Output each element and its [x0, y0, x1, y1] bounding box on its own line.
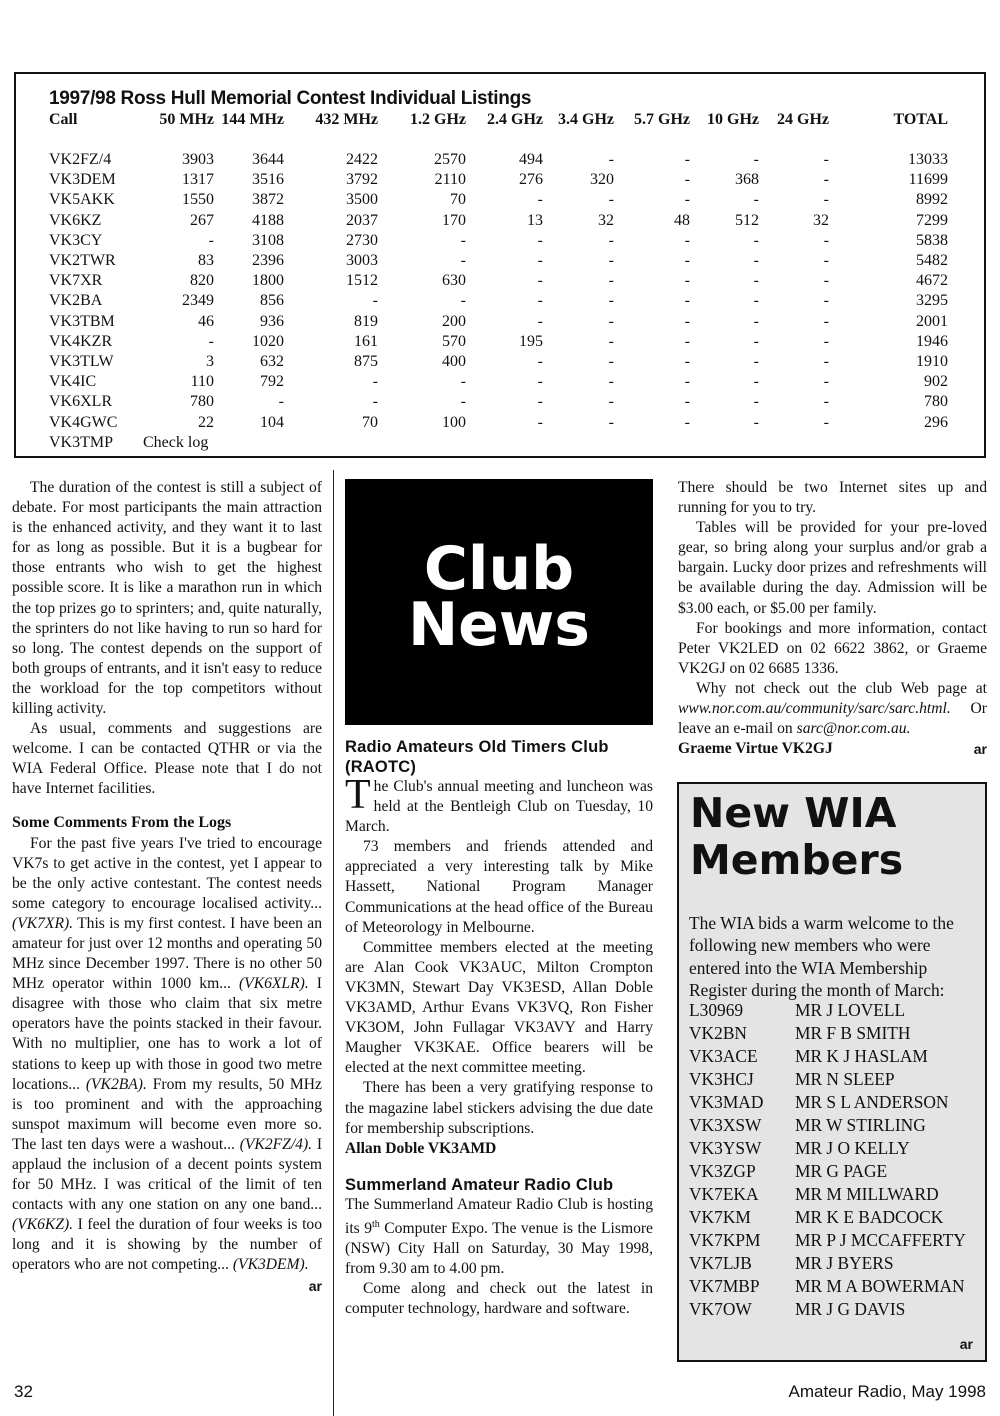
table-cell: -	[684, 393, 690, 411]
table-cell: 2349	[182, 292, 214, 310]
table-cell: 2730	[346, 231, 378, 249]
table-cell: 195	[519, 332, 543, 350]
table-cell: 70	[450, 191, 466, 209]
table-cell: 13033	[908, 151, 948, 168]
table-cell: -	[684, 151, 690, 168]
table-cell: -	[608, 231, 614, 249]
member-name: MR P J MCCAFFERTY	[795, 1230, 966, 1250]
log-comments: For the past five years I've tried to encourage VK7s to get active in the contest, yet I appear to be the only active contestant. The contest needs some category to encourage localised activity... (VK7XR). This is my first contest. I have been an amateur for just over 12 months and operating 50 MHz since December 1997. There is no other 50 MHz operator within 1000 km... (VK6XLR). I disagree with those who claim that six metre operators have the points stacked in their favour. With no multiplier, one has to work a lot of stations to keep up with those in good two metre locations... (VK2BA). From my results, 50 MHz is too prominent and with the approaching sunspot maximum will become even more so. The last ten days were a washout... (VK2FZ/4). I applaud the inclusion of a decent points system for 50 MHz. I was critical of the limit of ten contacts with any one station on any one band... (VK6KZ). I feel the duration of four weeks is too long and it is showing by the number of operators who are not competing... (VK3DEM). ar	[12, 834, 323, 1294]
table-cell: VK2TWR	[49, 252, 116, 269]
member-callsign: VK3MAD	[689, 1092, 764, 1112]
page-number: 32	[14, 1382, 33, 1401]
banner-line: News	[407, 590, 591, 660]
table-cell: 902	[924, 373, 948, 391]
table-cell: 2037	[346, 211, 378, 229]
table-cell: -	[684, 413, 690, 431]
table-cell: 3872	[252, 191, 284, 209]
member-name: MR M A BOWERMAN	[795, 1276, 965, 1296]
member-callsign: VK7EKA	[689, 1184, 759, 1204]
table-cell: VK3DEM	[49, 171, 116, 189]
table-header-cell: 10 GHz	[707, 111, 759, 128]
table-cell: 3003	[346, 252, 378, 269]
column-club-news	[345, 737, 653, 1319]
member-name: MR J O KELLY	[795, 1138, 910, 1158]
table-cell: 819	[354, 312, 378, 330]
table-cell: 83	[198, 252, 214, 269]
table-cell: -	[753, 312, 759, 330]
table-cell: 2422	[346, 151, 378, 168]
paragraph: Committee members elected at the meeting are Alan Cook VK3AUC, Milton Crompton VK3MN, Stewart Day VK3ESD, Allan Doble VK3AMD, Arthur Evans VK3VQ, Ron Fisher VK3OM, John Fullagar VK3AVY and Harry Maugher VK3KAE. Office bearers will be elected at the next committee meeting.	[345, 938, 653, 1077]
table-cell: 2396	[252, 252, 284, 269]
table-cell: 22	[198, 413, 214, 431]
table-cell: Check log	[143, 433, 209, 451]
table-cell: 875	[354, 353, 378, 370]
table-cell: -	[753, 191, 759, 209]
table-header-cell: 144 MHz	[221, 111, 284, 128]
table-cell: VK3TMP	[49, 433, 114, 451]
section-heading-raotc: Radio Amateurs Old Timers Club (RAOTC)	[345, 738, 609, 776]
club-news-banner	[345, 479, 653, 725]
table-cell: 3903	[182, 151, 214, 168]
table-cell: -	[537, 292, 543, 310]
paragraph: For bookings and more information, contact Peter VK2LED on 02 6622 3862, or Graeme VK2GJ on 02 6685 1336.	[678, 619, 987, 677]
table-cell: -	[372, 292, 378, 310]
table-cell: -	[823, 171, 829, 189]
table-cell: -	[753, 413, 759, 431]
table-cell: 3644	[252, 151, 284, 168]
table-cell: -	[460, 252, 466, 269]
new-members-box	[677, 782, 987, 1362]
paragraph: Tables will be provided for your pre-loved gear, so bring along your surplus and/or grab a bargain. Lucky door prizes and refreshments will be available during the day. Admission will be $3.00 each, or $5.00 per family.	[678, 519, 987, 617]
table-cell: -	[823, 353, 829, 370]
table-cell: -	[823, 413, 829, 431]
table-cell: -	[823, 312, 829, 330]
member-callsign: VK3HCJ	[689, 1069, 754, 1089]
table-cell: 780	[190, 393, 214, 411]
table-cell: -	[608, 292, 614, 310]
table-cell: 368	[735, 171, 759, 189]
table-cell: -	[460, 373, 466, 391]
table-cell: 5838	[916, 231, 948, 249]
table-cell: 267	[190, 211, 214, 229]
subheading: Some Comments From the Logs	[12, 813, 232, 831]
table-cell: -	[753, 272, 759, 290]
table-cell: -	[753, 252, 759, 269]
member-name: MR W STIRLING	[795, 1115, 926, 1135]
table-cell: -	[823, 252, 829, 269]
table-title: 1997/98 Ross Hull Memorial Contest Individual Listings	[49, 88, 532, 109]
new-members-intro: The WIA bids a warm welcome to the following new members who were entered into the WIA Membership Register during the month of March:	[689, 913, 954, 1000]
table-cell: -	[608, 272, 614, 290]
section-heading-sarc: Summerland Amateur Radio Club	[345, 1175, 614, 1194]
club-web-link[interactable]: www.nor.com.au/community/sarc/sarc.html.	[678, 700, 951, 718]
member-callsign: VK3ACE	[689, 1046, 758, 1066]
table-cell: -	[537, 231, 543, 249]
table-cell: -	[537, 252, 543, 269]
table-cell: 161	[354, 332, 378, 350]
table-cell: VK4IC	[49, 373, 97, 391]
table-cell: 276	[519, 171, 543, 189]
table-cell: -	[684, 353, 690, 370]
table-cell: -	[537, 393, 543, 411]
table-cell: 570	[442, 332, 466, 350]
table-cell: VK4GWC	[49, 413, 118, 431]
table-cell: 110	[190, 373, 214, 391]
table-cell: -	[684, 312, 690, 330]
new-members-title: New WIA Members	[690, 789, 904, 884]
table-header-cell: 1.2 GHz	[410, 111, 466, 128]
table-cell: -	[608, 151, 614, 168]
table-cell: -	[823, 231, 829, 249]
member-name: MR F B SMITH	[795, 1023, 911, 1043]
table-cell: -	[608, 252, 614, 269]
table-cell: 400	[442, 353, 466, 370]
table-cell: 4672	[916, 272, 948, 290]
paragraph: The Club's annual meeting and luncheon was held at the Bentleigh Club on Tuesday, 10 March.	[345, 772, 653, 836]
table-cell: -	[753, 332, 759, 350]
table-cell: 780	[924, 393, 948, 411]
member-callsign: L30969	[689, 1000, 744, 1020]
table-cell: -	[684, 231, 690, 249]
table-cell: 4188	[252, 211, 284, 229]
table-cell: -	[684, 373, 690, 391]
table-cell: -	[684, 171, 690, 189]
table-cell: -	[537, 373, 543, 391]
member-callsign: VK3XSW	[689, 1115, 762, 1135]
table-header-cell: 24 GHz	[777, 111, 829, 128]
table-cell: VK2FZ/4	[49, 151, 112, 168]
paragraph: The duration of the contest is still a subject of debate. For most participants the main attraction is the enhanced activity, and they want it to last for as long as possible. But it is a bugbear for those entrants who wish to get the highest possible score. It is like a marathon run in which the top prizes go to sprinters; and, quite naturally, the sprinters do not like having to run so hard for so long. The contest depends on the support of both groups of entrants, and it isn't easy to reduce the workload for the top competitors without killing activity.	[12, 479, 322, 718]
member-name: MR M MILLWARD	[795, 1184, 939, 1204]
table-cell: -	[537, 272, 543, 290]
table-cell: -	[608, 312, 614, 330]
table-cell: -	[460, 292, 466, 310]
table-cell: -	[278, 393, 284, 411]
paragraph: There has been a very gratifying response to the magazine label stickers advising the due date for membership subscriptions.	[345, 1079, 653, 1137]
table-cell: 1020	[252, 332, 284, 350]
table-cell: VK2BA	[49, 292, 103, 310]
member-name: MR K J HASLAM	[795, 1046, 928, 1066]
table-cell: VK3TLW	[49, 353, 114, 370]
table-cell: -	[684, 292, 690, 310]
member-callsign: VK7KPM	[689, 1230, 761, 1250]
table-header-cell: 50 MHz	[159, 111, 214, 128]
member-callsign: VK3ZGP	[689, 1161, 756, 1181]
table-cell: -	[608, 191, 614, 209]
table-cell: 3295	[916, 292, 948, 310]
table-cell: 1512	[346, 272, 378, 290]
table-cell: -	[608, 373, 614, 391]
table-cell: -	[208, 231, 214, 249]
magazine-issue: Amateur Radio, May 1998	[788, 1382, 986, 1401]
table-cell: 104	[260, 413, 284, 431]
table-cell: 2001	[916, 312, 948, 330]
table-cell: -	[684, 272, 690, 290]
table-cell: -	[823, 332, 829, 350]
table-cell: 856	[260, 292, 284, 310]
table-cell: -	[753, 353, 759, 370]
column-club-news-cont	[678, 478, 987, 759]
table-cell: 48	[674, 211, 690, 229]
signature: Graeme Virtue VK2GJ ar	[678, 740, 987, 758]
paragraph: Come along and check out the latest in computer technology, hardware and software.	[345, 1280, 653, 1318]
table-cell: 3516	[252, 171, 284, 189]
table-cell: 11699	[908, 171, 948, 189]
table-cell: -	[823, 393, 829, 411]
table-cell: 1800	[252, 272, 284, 290]
table-cell: -	[823, 151, 829, 168]
table-cell: 936	[260, 312, 284, 330]
table-cell: 3	[206, 353, 214, 370]
table-cell: 32	[813, 211, 829, 229]
table-cell: -	[372, 373, 378, 391]
table-cell: 7299	[916, 211, 948, 229]
table-cell: -	[537, 413, 543, 431]
table-cell: -	[753, 231, 759, 249]
table-cell: 70	[362, 413, 378, 431]
member-name: MR S L ANDERSON	[795, 1092, 949, 1112]
member-callsign: VK7KM	[689, 1207, 751, 1227]
table-cell: -	[753, 292, 759, 310]
table-cell: -	[608, 332, 614, 350]
member-callsign: VK7MBP	[689, 1276, 760, 1296]
table-header-cell: TOTAL	[893, 111, 948, 128]
table-cell: VK3TBM	[49, 312, 115, 330]
table-cell: 32	[598, 211, 614, 229]
member-callsign: VK2BN	[689, 1023, 747, 1043]
table-cell: -	[460, 231, 466, 249]
paragraph: As usual, comments and suggestions are welcome. I can be contacted QTHR or via the WIA Federal Office. Please note that I do not have Internet facilities.	[12, 720, 322, 798]
table-header-cell: 3.4 GHz	[558, 111, 614, 128]
member-callsign: VK7OW	[689, 1299, 752, 1319]
table-header-cell: Call	[49, 111, 78, 128]
table-cell: 3792	[346, 171, 378, 189]
table-cell: 820	[190, 272, 214, 290]
table-cell: -	[823, 272, 829, 290]
table-cell: -	[608, 393, 614, 411]
column-contest-comments	[12, 478, 322, 1296]
table-header-cell: 432 MHz	[315, 111, 378, 128]
table-cell: -	[460, 393, 466, 411]
signature: Allan Doble VK3AMD	[345, 1139, 497, 1157]
table-cell: -	[608, 413, 614, 431]
table-cell: 1550	[182, 191, 214, 209]
table-cell: 5482	[916, 252, 948, 269]
table-cell: 3500	[346, 191, 378, 209]
table-cell: 1317	[182, 171, 214, 189]
table-cell: 296	[924, 413, 948, 431]
paragraph: The Summerland Amateur Radio Club is hosting its 9th Computer Expo. The venue is the Lismore (NSW) City Hall on Saturday, 30 May 1998, from 9.30 am to 4.00 pm.	[345, 1195, 653, 1278]
member-name: MR K E BADCOCK	[795, 1207, 944, 1227]
column-divider	[333, 470, 334, 1416]
club-email-link[interactable]: sarc@nor.com.au.	[796, 720, 911, 738]
table-cell: VK7XR	[49, 272, 103, 290]
table-cell: 100	[442, 413, 466, 431]
table-cell: VK6KZ	[49, 211, 102, 229]
paragraph: 73 members and friends attended and appreciated a very interesting talk by Mike Hassett, National Program Manager Communications at the head office of the Bureau of Meteorology in Melbourne.	[345, 838, 653, 936]
table-cell: -	[537, 353, 543, 370]
member-callsign: VK7LJB	[689, 1253, 752, 1273]
banner-line: Club	[423, 534, 575, 604]
table-cell: 632	[260, 353, 284, 370]
table-cell: 512	[735, 211, 759, 229]
table-cell: -	[753, 151, 759, 168]
table-cell: -	[823, 191, 829, 209]
table-cell: 1910	[916, 353, 948, 370]
member-name: MR N SLEEP	[795, 1069, 895, 1089]
table-cell: VK6XLR	[49, 393, 113, 411]
table-header-cell: 2.4 GHz	[487, 111, 543, 128]
table-cell: -	[823, 292, 829, 310]
paragraph: There should be two Internet sites up and running for you to try.	[678, 479, 987, 517]
member-name: MR J LOVELL	[795, 1000, 906, 1020]
table-cell: 3108	[252, 231, 284, 249]
table-cell: -	[684, 332, 690, 350]
table-cell: -	[608, 353, 614, 370]
table-cell: 170	[442, 211, 466, 229]
table-cell: -	[684, 252, 690, 269]
table-cell: 792	[260, 373, 284, 391]
table-cell: 320	[590, 171, 614, 189]
table-cell: 13	[527, 211, 543, 229]
table-cell: 1946	[916, 332, 948, 350]
table-cell: 2570	[434, 151, 466, 168]
table-cell: -	[537, 191, 543, 209]
table-cell: VK5AKK	[49, 191, 115, 209]
table-cell: -	[208, 332, 214, 350]
paragraph: Why not check out the club Web page at www.nor.com.au/community/sarc/sarc.html. Or leave an e-mail on sarc@nor.com.au.	[678, 679, 987, 738]
member-name: MR J G DAVIS	[795, 1299, 906, 1319]
table-cell: -	[753, 393, 759, 411]
end-mark: ar	[959, 1336, 973, 1352]
table-cell: 494	[519, 151, 543, 168]
table-cell: -	[372, 393, 378, 411]
table-header-cell: 5.7 GHz	[634, 111, 690, 128]
table-cell: -	[684, 191, 690, 209]
table-cell: 630	[442, 272, 466, 290]
table-cell: -	[753, 373, 759, 391]
table-cell: -	[823, 373, 829, 391]
table-cell: VK3CY	[49, 231, 103, 249]
table-cell: 46	[198, 312, 214, 330]
table-cell: VK4KZR	[49, 332, 113, 350]
table-cell: -	[537, 312, 543, 330]
table-cell: 2110	[434, 171, 466, 189]
member-name: MR G PAGE	[795, 1161, 888, 1181]
table-cell: 200	[442, 312, 466, 330]
member-callsign: VK3YSW	[689, 1138, 762, 1158]
table-cell: 8992	[916, 191, 948, 209]
member-name: MR J BYERS	[795, 1253, 894, 1273]
contest-listings-table	[14, 72, 986, 458]
